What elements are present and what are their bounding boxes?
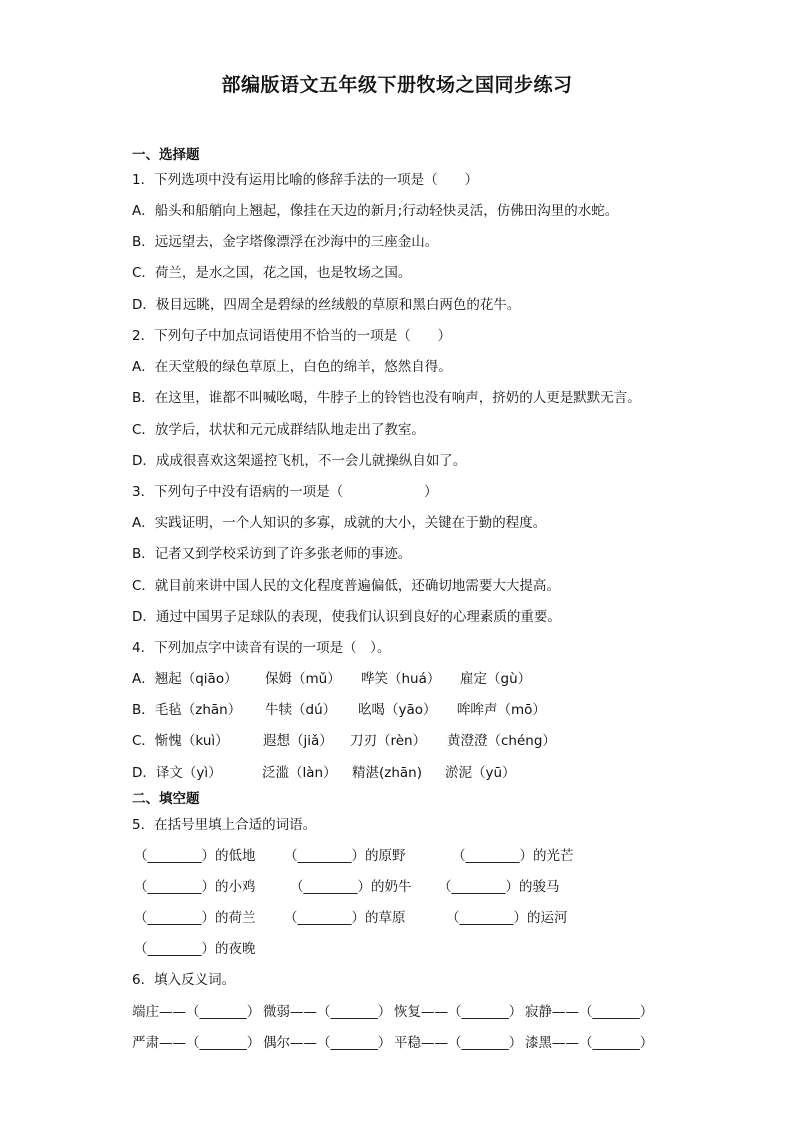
q4-d-item-4: 淤泥（yū） [445,765,516,781]
q3-stem: 3．下列句子中没有语病的一项是（ ） [132,484,438,500]
q5-blank-2: （________）的原野 [284,848,406,864]
q6-pair-2: 微弱——（_______） [263,1004,392,1020]
q3-option-c: C．就目前来讲中国人民的文化程度普遍偏低，还确切地需要大大提高。 [132,578,560,594]
q5-blank-9: （________）的运河 [446,910,568,926]
q1-option-a: A．船头和船艄向上翘起，像挂在天边的新月;行动轻快灵活，仿佛田沟里的水蛇。 [132,203,619,219]
section-choice-heading: 一、选择题 [132,147,200,163]
q5-blank-3: （________）的光芒 [452,848,574,864]
q3-option-d: D．通过中国男子足球队的表现，使我们认识到良好的心理素质的重要。 [132,609,561,625]
q2-option-c: C．放学后，状状和元元成群结队地走出了教室。 [132,422,425,438]
q2-option-b: B．在这里，谁都不叫喊吆喝，牛脖子上的铃铛也没有响声，挤奶的人更是默默无言。 [132,390,641,406]
q4-d-item-1: D．译文（yì） [132,765,222,781]
q1-option-b: B．远远望去，金字塔像漂浮在沙海中的三座金山。 [132,234,439,250]
q6-stem: 6．填入反义词。 [132,972,236,988]
q4-a-item-1: A．翘起（qiāo） [132,671,238,687]
q1-option-d: D．极目远眺，四周全是碧绿的丝绒般的草原和黑白两色的花牛。 [132,297,521,313]
section-fill-heading: 二、填空题 [132,791,200,807]
q4-b-item-2: 牛犊（dú） [265,702,337,718]
q4-b-item-4: 哞哞声（mō） [457,702,546,718]
q4-c-item-4: 黄澄澄（chéng） [447,733,556,749]
q4-stem: 4．下列加点字中读音有误的一项是（ ）。 [132,640,391,656]
q5-blank-1: （________）的低地 [134,848,256,864]
q4-b-item-1: B．毛毡（zhān） [132,702,242,718]
q5-blank-5: （________）的奶牛 [290,879,412,895]
q4-c-item-2: 遐想（jiǎ） [263,733,333,749]
q6-pair-7: 平稳——（_______） [394,1035,523,1051]
q4-d-item-2: 泛滥（làn） [262,765,337,781]
q6-pair-4: 寂静——（_______） [525,1004,654,1020]
q3-option-a: A．实践证明，一个人知识的多寡，成就的大小，关键在于勤的程度。 [132,515,547,531]
q2-option-d: D．成成很喜欢这架遥控飞机，不一会儿就操纵自如了。 [132,453,467,469]
q5-blank-4: （________）的小鸡 [134,879,256,895]
q4-a-item-3: 哗笑（huá） [361,671,441,687]
q6-pair-3: 恢复——（_______） [394,1004,523,1020]
q4-d-item-3: 精湛(zhān) [352,765,423,781]
q5-stem: 5．在括号里填上合适的词语。 [132,817,317,833]
q4-c-item-3: 刀刃（rèn） [350,733,427,749]
q6-pair-8: 漆黑——（_______） [525,1035,654,1051]
q6-pair-5: 严肃——（_______） [132,1035,261,1051]
q4-a-item-2: 保姆（mǔ） [265,671,341,687]
q6-pair-6: 偶尔——（_______） [263,1035,392,1051]
q5-blank-6: （________）的骏马 [438,879,560,895]
q1-option-c: C．荷兰，是水之国，花之国，也是牧场之国。 [132,265,412,281]
q2-stem: 2．下列句子中加点词语使用不恰当的一项是（ ） [132,328,452,344]
q5-blank-10: （________）的夜晚 [134,941,256,957]
q3-option-b: B．记者又到学校采访到了许多张老师的事迹。 [132,546,412,562]
q5-blank-8: （________）的草原 [284,910,406,926]
q4-b-item-3: 吆喝（yāo） [358,702,437,718]
page-title: 部编版语文五年级下册牧场之国同步练习 [221,74,573,96]
q5-blank-7: （________）的荷兰 [134,910,256,926]
q6-pair-1: 端庄——（_______） [132,1004,261,1020]
q4-c-item-1: C．惭愧（kuì） [132,733,229,749]
q1-stem: 1．下列选项中没有运用比喻的修辞手法的一项是（ ） [132,172,479,188]
q2-option-a: A．在天堂般的绿色草原上，白色的绵羊，悠然自得。 [132,359,452,375]
q4-a-item-4: 雇定（gù） [460,671,532,687]
